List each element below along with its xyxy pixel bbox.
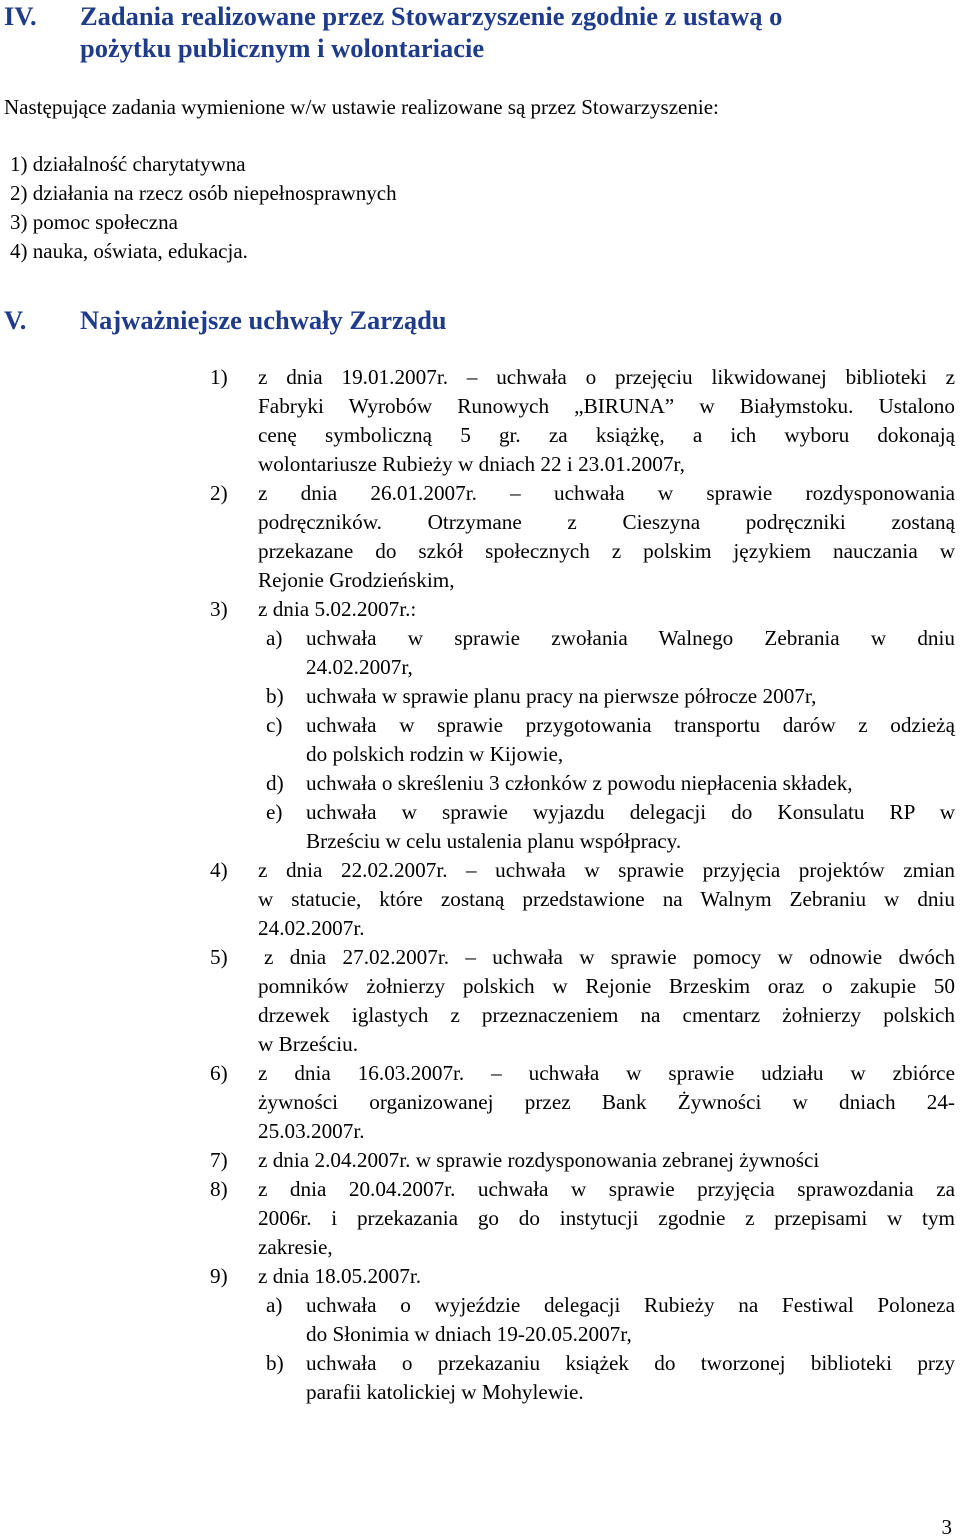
list-item-line: pomników żołnierzy polskich w Rejonie Brzeskim oraz o zakupie 50 [258,974,955,998]
list-item-line: w Brześciu. [258,1032,359,1056]
sub-item-line: 24.02.2007r, [306,655,413,679]
list-item-line: drzewek iglastych z przeznaczeniem na cmentarz żołnierzy polskich [258,1003,955,1027]
list-item-label: 1) [210,365,228,389]
list-item-label: 5) [210,945,228,969]
list-item-line: cenę symboliczną 5 gr. za książkę, a ich wyboru dokonają [258,423,955,447]
list-item-label: 7) [210,1148,228,1172]
list-item-line: z dnia 22.02.2007r. – uchwała w sprawie przyjęcia projektów zmian [258,858,955,882]
task-item: 3) pomoc społeczna [10,210,178,234]
list-item-line: z dnia 16.03.2007r. – uchwała w sprawie udziału w zbiórce [258,1061,955,1085]
sub-item-label: d) [266,771,284,795]
section-5-number: V. [4,305,27,335]
list-item-label: 2) [210,481,228,505]
section-4-title-line-2: pożytku publicznym i wolontariacie [80,33,485,63]
list-item-line: 24.02.2007r. [258,916,365,940]
list-item-line: podręczników. Otrzymane z Cieszyna podręczniki zostaną [258,510,955,534]
list-item-label: 4) [210,858,228,882]
list-item-line: z dnia 19.01.2007r. – uchwała o przejęciu likwidowanej biblioteki z [258,365,955,389]
sub-item-line: uchwała w sprawie wyjazdu delegacji do Konsulatu RP w [306,800,955,824]
sub-item-line: uchwała o wyjeździe delegacji Rubieży na Festiwal Poloneza [306,1293,955,1317]
list-item-line: zakresie, [258,1235,333,1259]
list-item-label: 3) [210,597,228,621]
sub-item-label: c) [266,713,283,737]
sub-item-label: e) [266,800,283,824]
sub-item-line: uchwała w sprawie przygotowania transportu darów z odzieżą [306,713,955,737]
sub-item-line: uchwała o skreśleniu 3 członków z powodu niepłacenia składek, [306,771,853,795]
list-item-line: z dnia 20.04.2007r. uchwała w sprawie przyjęcia sprawozdania za [258,1177,955,1201]
list-item-line: wolontariusze Rubieży w dniach 22 i 23.01.2007r, [258,452,685,476]
sub-item-line: uchwała w sprawie planu pracy na pierwsze półrocze 2007r, [306,684,817,708]
list-item-line: przekazane do szkół społecznych z polskim językiem nauczania w [258,539,955,563]
section-4-title-line-1: Zadania realizowane przez Stowarzyszenie zgodnie z ustawą o [80,1,783,31]
list-item-line: z dnia 26.01.2007r. – uchwała w sprawie rozdysponowania [258,481,955,505]
sub-item-line: uchwała w sprawie zwołania Walnego Zebrania w dniu [306,626,955,650]
list-item-line: Rejonie Grodzieńskim, [258,568,455,592]
sub-item-line: Brześciu w celu ustalenia planu współpracy. [306,829,682,853]
list-item-line: z dnia 5.02.2007r.: [258,597,417,621]
sub-item-line: do polskich rodzin w Kijowie, [306,742,564,766]
task-item: 4) nauka, oświata, edukacja. [10,239,248,263]
list-item-line: z dnia 18.05.2007r. [258,1264,422,1288]
page-number: 3 [941,1515,952,1539]
task-item: 2) działania na rzecz osób niepełnosprawnych [10,181,397,205]
section-5-title: Najważniejsze uchwały Zarządu [80,305,447,335]
list-item-label: 8) [210,1177,228,1201]
list-item-line: żywności organizowanej przez Bank Żywności w dniach 24- [258,1090,955,1114]
list-item-line: 25.03.2007r. [258,1119,365,1143]
list-item-label: 6) [210,1061,228,1085]
sub-item-label: a) [266,1293,283,1317]
list-item-line: z dnia 2.04.2007r. w sprawie rozdysponowania zebranej żywności [258,1148,820,1172]
list-item-label: 9) [210,1264,228,1288]
list-item-line: 2006r. i przekazania go do instytucji zgodnie z przepisami w tym [258,1206,955,1230]
section-4-intro: Następujące zadania wymienione w/w ustawie realizowane są przez Stowarzyszenie: [4,95,719,119]
sub-item-line: uchwała o przekazaniu książek do tworzonej biblioteki przy [306,1351,955,1375]
section-4-number: IV. [4,1,37,31]
sub-item-line: parafii katolickiej w Mohylewie. [306,1380,584,1404]
list-item-line: Fabryki Wyrobów Runowych „BIRUNA” w Białymstoku. Ustalono [258,394,955,418]
task-item: 1) działalność charytatywna [10,152,246,176]
list-item-line: w statucie, które zostaną przedstawione na Walnym Zebraniu w dniu [258,887,955,911]
list-item-line: z dnia 27.02.2007r. – uchwała w sprawie pomocy w odnowie dwóch [264,945,955,969]
sub-item-line: do Słonimia w dniach 19-20.05.2007r, [306,1322,632,1346]
sub-item-label: a) [266,626,283,650]
sub-item-label: b) [266,684,284,708]
sub-item-label: b) [266,1351,284,1375]
